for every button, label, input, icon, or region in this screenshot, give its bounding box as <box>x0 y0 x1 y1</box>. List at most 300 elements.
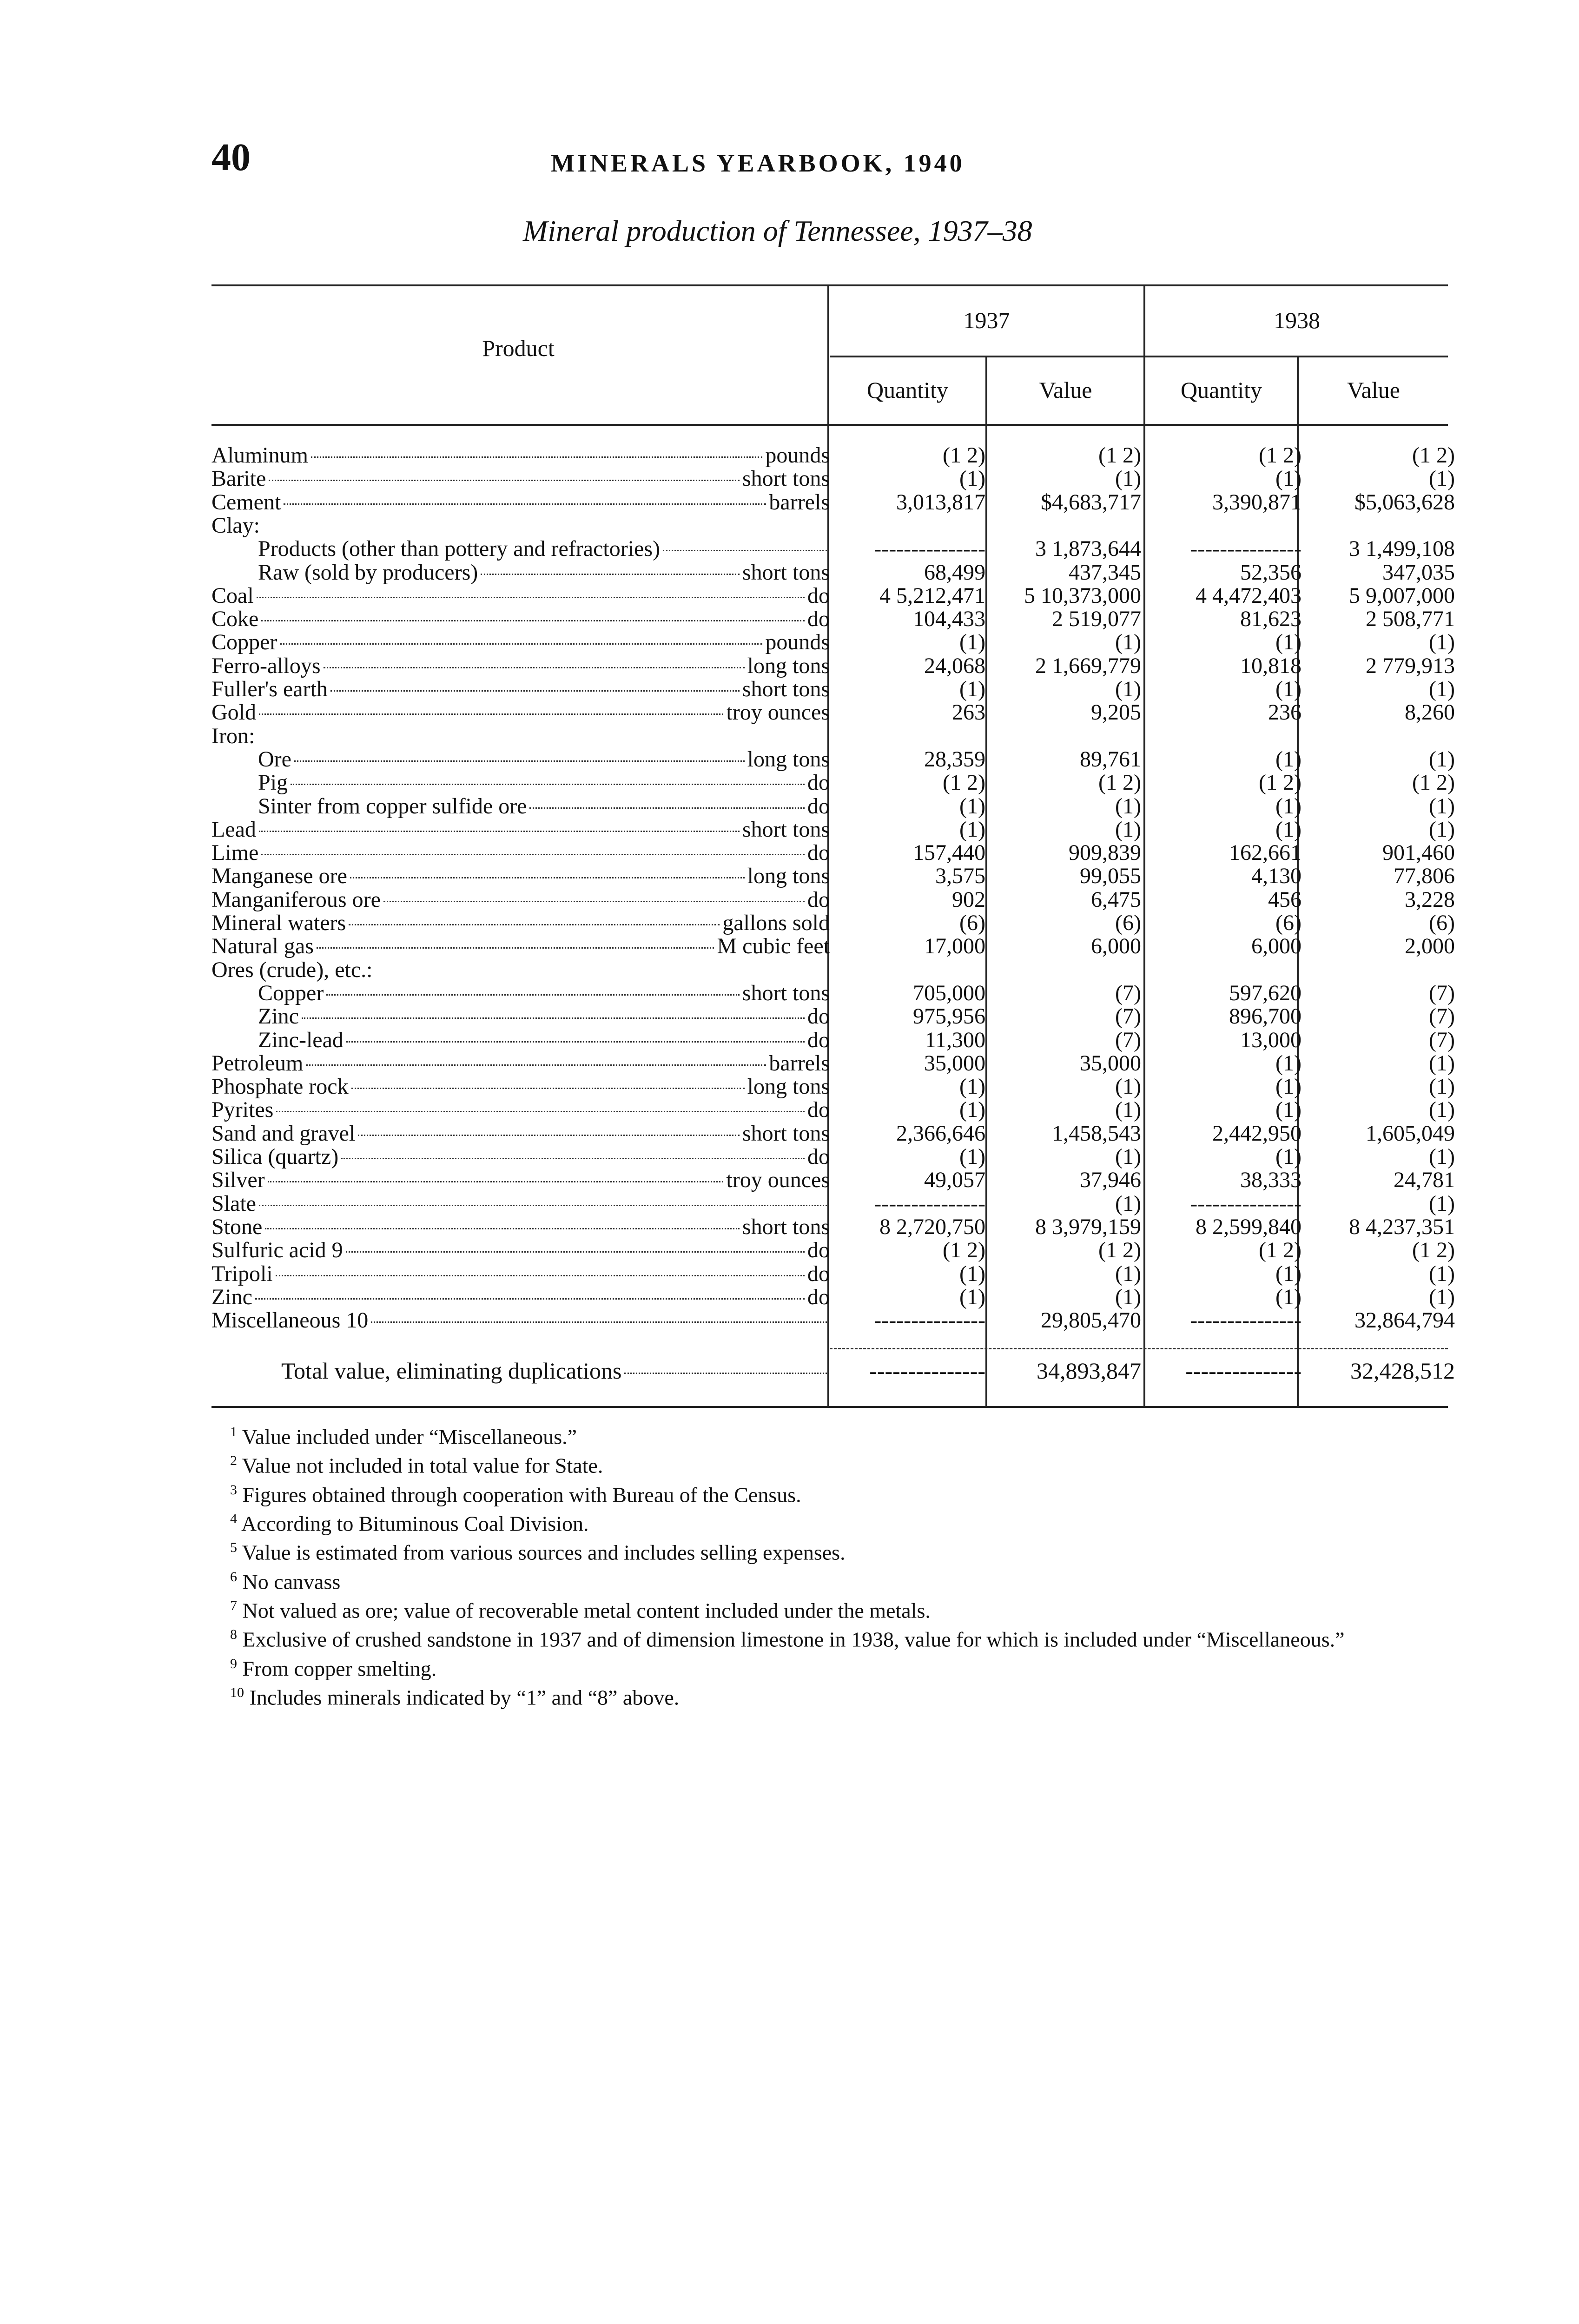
table-row <box>211 1168 1455 1193</box>
value-1938-cell: (1) <box>1429 793 1455 819</box>
header-year-1938: 1938 <box>1274 307 1320 333</box>
header-year-1937: 1937 <box>963 307 1010 333</box>
value-1938-cell: (1) <box>1429 466 1455 491</box>
value-1938-cell: (7) <box>1429 1027 1455 1052</box>
product-unit: troy ounces <box>726 1168 830 1193</box>
quantity-1938-cell: --------------- <box>1190 1191 1302 1216</box>
table-row <box>211 864 1455 889</box>
product-name: Iron: <box>211 723 255 748</box>
quantity-1938-cell: (1) <box>1275 1144 1302 1169</box>
value-1938-cell: (1) <box>1429 1284 1455 1309</box>
footnote <box>211 1623 1467 1651</box>
quantity-1938-cell: (1) <box>1275 1097 1302 1122</box>
total-separator <box>830 1348 1448 1349</box>
footnote-mark: 8 <box>230 1627 237 1643</box>
quantity-1937-cell: (1) <box>959 466 985 491</box>
product-unit: do <box>807 840 830 865</box>
leader-dots <box>259 1205 827 1206</box>
product-cell <box>211 888 830 911</box>
header-value-1937: Value <box>1039 377 1092 403</box>
product-unit: do <box>807 793 830 819</box>
product-cell <box>211 1029 830 1052</box>
product-unit: do <box>807 887 830 912</box>
table-row <box>211 1074 1455 1099</box>
value-1938-cell: (1 2) <box>1412 443 1455 468</box>
value-1937-cell: (1 2) <box>1098 1238 1141 1263</box>
quantity-1937-cell: 3,013,817 <box>896 489 985 515</box>
table-row <box>211 911 1455 935</box>
quantity-1937-cell: (1) <box>959 677 985 701</box>
product-unit: short tons <box>742 677 830 701</box>
quantity-1938-cell: 13,000 <box>1240 1027 1302 1052</box>
footnote-text: Includes minerals indicated by “1” and “8” above. <box>249 1685 680 1710</box>
value-1937-cell: 2 519,077 <box>1052 607 1141 632</box>
table-row <box>211 1261 1455 1286</box>
value-1938-cell: 5 9,007,000 <box>1349 583 1455 608</box>
quantity-1937-cell: --------------- <box>874 1191 985 1216</box>
footnote-mark: 2 <box>230 1453 237 1469</box>
product-cell <box>211 631 830 654</box>
table-row <box>211 793 1455 819</box>
quantity-1937-cell: (1) <box>959 817 985 842</box>
table-row <box>211 887 1455 912</box>
value-1938-cell: 77,806 <box>1394 864 1455 889</box>
product-name: Sand and gravel <box>211 1121 356 1146</box>
value-1938-cell: 3 1,499,108 <box>1349 536 1455 561</box>
product-unit: long tons <box>747 864 830 889</box>
footnote <box>211 1449 1467 1478</box>
product-name: Fuller's earth <box>211 677 328 701</box>
quantity-1937-cell: 975,956 <box>913 1004 985 1029</box>
table-row <box>211 1097 1455 1122</box>
footnotes <box>211 1420 1467 1710</box>
quantity-1938-cell: 597,620 <box>1229 980 1302 1005</box>
quantity-1937-cell: 705,000 <box>913 980 985 1005</box>
product-name: Zinc-lead <box>258 1027 344 1052</box>
quantity-1938-cell: (1) <box>1275 746 1302 772</box>
leader-dots <box>350 877 745 878</box>
product-name: Tripoli <box>211 1261 273 1286</box>
table-row <box>211 1191 1455 1216</box>
quantity-1937-cell: (1 2) <box>943 443 985 468</box>
table-row <box>211 1144 1455 1169</box>
leader-dots <box>261 620 805 621</box>
quantity-1937-cell: 49,057 <box>924 1168 985 1193</box>
product-name: Ore <box>258 746 291 772</box>
quantity-1937-cell: 24,068 <box>924 653 985 678</box>
product-cell <box>211 865 830 888</box>
product-name: Sulfuric acid 9 <box>211 1238 343 1263</box>
product-cell <box>211 1286 830 1309</box>
leader-dots <box>324 667 745 668</box>
quantity-1938-cell: 3,390,871 <box>1212 489 1302 515</box>
header-quantity-1938: Quantity <box>1181 377 1262 403</box>
product-name: Silica (quartz) <box>211 1144 339 1169</box>
quantity-1937-cell: (1) <box>959 1284 985 1309</box>
product-cell <box>211 1145 830 1169</box>
product-cell <box>211 444 830 467</box>
footnote <box>211 1507 1467 1536</box>
value-1938-cell: 8 4,237,351 <box>1349 1214 1455 1239</box>
value-1938-cell: 8,260 <box>1405 700 1455 725</box>
product-unit: do <box>807 583 830 608</box>
value-1937-cell: 37,946 <box>1080 1168 1141 1193</box>
value-1938-cell: 32,864,794 <box>1354 1308 1455 1333</box>
value-1937-cell: (1) <box>1115 677 1141 701</box>
product-name: Lead <box>211 817 256 842</box>
leader-dots <box>268 1181 724 1182</box>
quantity-1938-cell: (1) <box>1275 817 1302 842</box>
product-unit: long tons <box>747 1074 830 1099</box>
product-name: Zinc <box>258 1004 299 1029</box>
value-1937-cell: 5 10,373,000 <box>1024 583 1141 608</box>
leader-dots <box>284 503 766 505</box>
value-1937-cell: (1) <box>1115 1284 1141 1309</box>
quantity-1938-cell: --------------- <box>1190 536 1302 561</box>
value-1937-cell: 6,000 <box>1091 934 1141 959</box>
quantity-1938-cell: 236 <box>1268 700 1302 725</box>
product-cell <box>211 1239 830 1262</box>
product-unit: short tons <box>742 1214 830 1239</box>
table-row <box>211 725 1448 748</box>
product-unit: troy ounces <box>726 700 830 725</box>
product-cell <box>211 1005 830 1028</box>
product-cell <box>211 607 830 631</box>
table-row <box>211 443 1455 468</box>
table-title: Mineral production of Tennessee, 1937–38 <box>523 214 1032 247</box>
value-1938-cell: 24,781 <box>1394 1168 1455 1193</box>
quantity-1937-cell: (1) <box>959 1261 985 1286</box>
running-head: MINERALS YEARBOOK, 1940 <box>551 149 965 177</box>
product-name: Natural gas <box>211 934 314 959</box>
leader-dots <box>265 1228 740 1229</box>
value-1937-cell: 8 3,979,159 <box>1035 1214 1141 1239</box>
product-unit: barrels <box>769 1050 830 1076</box>
footnote-text: Figures obtained through cooperation with Bureau of the Census. <box>242 1482 801 1506</box>
value-1938-cell: (1) <box>1429 1261 1455 1286</box>
value-1937-cell: 2 1,669,779 <box>1035 653 1141 678</box>
value-1938-cell: 1,605,049 <box>1366 1121 1455 1146</box>
quantity-1938-cell: (1) <box>1275 677 1302 701</box>
quantity-1937-cell: 157,440 <box>913 840 985 865</box>
product-cell <box>211 1215 830 1239</box>
leader-dots <box>302 1017 805 1019</box>
value-1938-cell: 2,000 <box>1405 934 1455 959</box>
product-name: Cement <box>211 489 281 515</box>
product-name: Mineral waters <box>211 911 346 935</box>
table-bottom-rule <box>211 1406 1448 1408</box>
table-row <box>211 1027 1455 1052</box>
value-1938-cell: (1) <box>1429 817 1455 842</box>
product-unit: do <box>807 1097 830 1122</box>
product-unit: do <box>807 1027 830 1052</box>
product-name: Raw (sold by producers) <box>258 560 478 585</box>
product-name: Products (other than pottery and refractories) <box>258 536 661 561</box>
leader-dots <box>291 784 805 785</box>
product-name: Ores (crude), etc.: <box>211 957 373 982</box>
value-1938-cell: (1 2) <box>1412 770 1455 795</box>
product-name: Phosphate rock <box>211 1074 349 1099</box>
product-unit: short tons <box>742 1121 830 1146</box>
product-cell <box>211 701 830 724</box>
leader-dots <box>261 854 805 855</box>
quantity-1938-cell: (1 2) <box>1259 443 1302 468</box>
table-row <box>211 514 1448 537</box>
product-name: Coal <box>211 583 254 608</box>
value-1937-cell: 29,805,470 <box>1041 1308 1141 1333</box>
quantity-1937-cell: 68,499 <box>924 560 985 585</box>
quantity-1937-cell: 11,300 <box>925 1027 985 1052</box>
leader-dots <box>481 574 740 575</box>
value-1938-cell: (1) <box>1429 1050 1455 1076</box>
value-1938-cell: $5,063,628 <box>1354 489 1455 515</box>
product-name: Slate <box>211 1191 256 1216</box>
product-name: Ferro-alloys <box>211 653 321 678</box>
value-1937-cell: (1) <box>1115 466 1141 491</box>
table-row <box>211 840 1455 865</box>
table-row <box>211 583 1455 608</box>
quantity-1937-cell: 104,433 <box>913 607 985 632</box>
table-row <box>211 1121 1455 1146</box>
total-row <box>211 1357 1455 1385</box>
product-name: Miscellaneous 10 <box>211 1308 369 1333</box>
total-quantity-1937: --------------- <box>869 1358 985 1384</box>
quantity-1938-cell: 6,000 <box>1251 934 1302 959</box>
product-name: Petroleum <box>211 1050 304 1076</box>
header-quantity-1937: Quantity <box>867 377 948 403</box>
product-cell <box>211 795 830 818</box>
table-row <box>211 746 1455 772</box>
product-name: Copper <box>258 980 324 1005</box>
product-name: Pig <box>258 770 288 795</box>
quantity-1938-cell: 81,623 <box>1240 607 1302 632</box>
product-name: Silver <box>211 1168 265 1193</box>
value-1937-cell: $4,683,717 <box>1041 489 1141 515</box>
quantity-1937-cell: --------------- <box>874 536 985 561</box>
table-row <box>211 607 1455 632</box>
product-name: Manganiferous ore <box>211 887 381 912</box>
footnote-mark: 3 <box>230 1482 237 1498</box>
value-1938-cell: (1) <box>1429 746 1455 772</box>
table-row <box>211 1308 1455 1333</box>
value-1937-cell: (1) <box>1115 1191 1141 1216</box>
product-cell <box>211 771 830 794</box>
product-unit: do <box>807 1261 830 1286</box>
leader-dots <box>276 1275 805 1276</box>
footnote-mark: 10 <box>230 1684 244 1700</box>
quantity-1937-cell: (1) <box>959 793 985 819</box>
product-cell <box>211 654 830 678</box>
quantity-1938-cell: (1) <box>1275 630 1302 655</box>
value-1937-cell: (6) <box>1115 911 1141 935</box>
value-1937-cell: 35,000 <box>1080 1050 1141 1076</box>
product-name: Stone <box>211 1214 263 1239</box>
product-unit: short tons <box>742 560 830 585</box>
value-1937-cell: (1) <box>1115 817 1141 842</box>
quantity-1937-cell: (1 2) <box>943 1238 985 1263</box>
leader-dots <box>663 550 827 551</box>
product-cell <box>211 678 830 701</box>
leader-dots <box>280 643 762 645</box>
product-cell <box>211 1052 830 1075</box>
quantity-1937-cell: 2,366,646 <box>896 1121 985 1146</box>
table-row <box>211 630 1455 655</box>
product-unit: short tons <box>742 980 830 1005</box>
leader-dots <box>346 1251 805 1253</box>
product-cell <box>211 1122 830 1145</box>
value-1937-cell: (1) <box>1115 630 1141 655</box>
footnote-text: No canvass <box>242 1569 341 1593</box>
header-value-1938: Value <box>1347 377 1400 403</box>
value-1938-cell: (6) <box>1429 911 1455 935</box>
product-cell <box>211 514 830 537</box>
product-cell <box>211 1098 830 1122</box>
value-1938-cell: (1) <box>1429 1144 1455 1169</box>
quantity-1937-cell: --------------- <box>874 1308 985 1333</box>
product-unit: M cubic feet <box>717 934 830 959</box>
product-unit: long tons <box>747 746 830 772</box>
product-name: Zinc <box>211 1284 252 1309</box>
leader-dots <box>351 1088 745 1089</box>
product-cell <box>211 935 830 958</box>
quantity-1938-cell: 10,818 <box>1240 653 1302 678</box>
quantity-1937-cell: 17,000 <box>924 934 985 959</box>
product-unit: do <box>807 1004 830 1029</box>
quantity-1937-cell: 28,359 <box>924 746 985 772</box>
table-row <box>211 536 1455 561</box>
quantity-1938-cell: --------------- <box>1190 1308 1302 1333</box>
product-cell <box>211 725 830 748</box>
footnote-mark: 4 <box>230 1511 237 1526</box>
table-row <box>211 677 1455 701</box>
footnote-text: Value included under “Miscellaneous.” <box>242 1425 577 1449</box>
value-1937-cell: (1) <box>1115 1144 1141 1169</box>
total-quantity-1938: --------------- <box>1185 1358 1302 1384</box>
footnote-text: Exclusive of crushed sandstone in 1937 and of dimension limestone in 1938, value for which is included under “Miscellaneous.” <box>242 1627 1345 1651</box>
value-1937-cell: 3 1,873,644 <box>1035 536 1141 561</box>
footnote <box>211 1420 1467 1449</box>
footnote-mark: 9 <box>230 1656 237 1671</box>
leader-dots <box>259 831 740 832</box>
product-cell <box>211 1192 830 1215</box>
value-1938-cell: (1) <box>1429 1097 1455 1122</box>
quantity-1937-cell: 35,000 <box>924 1050 985 1076</box>
footnote <box>211 1652 1467 1681</box>
value-1937-cell: (1) <box>1115 1097 1141 1122</box>
value-1937-cell: 1,458,543 <box>1052 1121 1141 1146</box>
leader-dots <box>383 901 805 902</box>
value-1938-cell: (1 2) <box>1412 1238 1455 1263</box>
product-cell <box>211 1169 830 1192</box>
table-row <box>211 489 1455 515</box>
product-cell <box>211 584 830 607</box>
product-unit: pounds <box>765 443 830 468</box>
value-1937-cell: 99,055 <box>1080 864 1141 889</box>
quantity-1937-cell: (1 2) <box>943 770 985 795</box>
footnote-text: Not valued as ore; value of recoverable metal content included under the metals. <box>242 1598 931 1623</box>
value-1937-cell: (7) <box>1115 1004 1141 1029</box>
footnote-mark: 7 <box>230 1598 237 1613</box>
leader-dots <box>346 1041 805 1043</box>
product-unit: pounds <box>765 630 830 655</box>
quantity-1938-cell: 52,356 <box>1240 560 1302 585</box>
footnote <box>211 1478 1467 1507</box>
footnote <box>211 1681 1467 1710</box>
table-row <box>211 700 1455 725</box>
product-unit: long tons <box>747 653 830 678</box>
value-1937-cell: 6,475 <box>1091 887 1141 912</box>
product-unit: short tons <box>742 817 830 842</box>
leader-dots <box>371 1321 827 1323</box>
quantity-1937-cell: 8 2,720,750 <box>879 1214 985 1239</box>
value-1938-cell: (7) <box>1429 1004 1455 1029</box>
table-row <box>211 980 1455 1005</box>
page-number: 40 <box>211 136 251 179</box>
value-1938-cell: (1) <box>1429 677 1455 701</box>
product-unit: barrels <box>769 489 830 515</box>
quantity-1937-cell: 3,575 <box>935 864 985 889</box>
product-name: Pyrites <box>211 1097 274 1122</box>
leader-dots <box>276 1111 805 1112</box>
leader-dots <box>330 690 740 692</box>
table-top-rule <box>211 284 1448 286</box>
leader-dots <box>269 480 740 481</box>
leader-dots <box>624 1373 827 1374</box>
quantity-1937-cell: (1) <box>959 1144 985 1169</box>
footnote <box>211 1565 1467 1594</box>
value-1937-cell: (1 2) <box>1098 770 1141 795</box>
value-1938-cell: 2 779,913 <box>1366 653 1455 678</box>
quantity-1938-cell: 38,333 <box>1240 1168 1302 1193</box>
quantity-1938-cell: (1 2) <box>1259 1238 1302 1263</box>
quantity-1937-cell: (1) <box>959 1074 985 1099</box>
leader-dots <box>257 597 805 598</box>
footnote-text: Value is estimated from various sources and includes selling expenses. <box>242 1540 846 1565</box>
value-1938-cell: 347,035 <box>1382 560 1455 585</box>
footnote-text: According to Bituminous Coal Division. <box>241 1512 589 1536</box>
value-1938-cell: (1) <box>1429 1191 1455 1216</box>
footnote-mark: 1 <box>230 1424 237 1439</box>
quantity-1937-cell: 263 <box>952 700 985 725</box>
product-name: Sinter from copper sulfide ore <box>258 793 527 819</box>
value-1938-cell: (1) <box>1429 630 1455 655</box>
value-1937-cell: (1) <box>1115 793 1141 819</box>
footnote-mark: 5 <box>230 1540 237 1556</box>
product-cell <box>211 1309 830 1332</box>
value-1937-cell: (1 2) <box>1098 443 1141 468</box>
product-cell <box>211 1075 830 1098</box>
quantity-1938-cell: 4 4,472,403 <box>1196 583 1302 608</box>
value-1937-cell: 437,345 <box>1069 560 1141 585</box>
table-row <box>211 1284 1455 1309</box>
table-row <box>211 1238 1455 1263</box>
value-1937-cell: 9,205 <box>1091 700 1141 725</box>
value-1938-cell: 3,228 <box>1405 887 1455 912</box>
total-value-1937: 34,893,847 <box>1037 1358 1141 1384</box>
product-unit: gallons sold <box>722 911 830 935</box>
quantity-1937-cell: (1) <box>959 630 985 655</box>
value-1937-cell: (1) <box>1115 1261 1141 1286</box>
table-row <box>211 1004 1455 1029</box>
product-name: Barite <box>211 466 266 491</box>
leader-dots <box>529 807 805 809</box>
product-unit: do <box>807 1284 830 1309</box>
leader-dots <box>294 760 745 762</box>
product-cell <box>211 841 830 865</box>
leader-dots <box>326 994 740 996</box>
value-1937-cell: (7) <box>1115 980 1141 1005</box>
product-unit: do <box>807 770 830 795</box>
